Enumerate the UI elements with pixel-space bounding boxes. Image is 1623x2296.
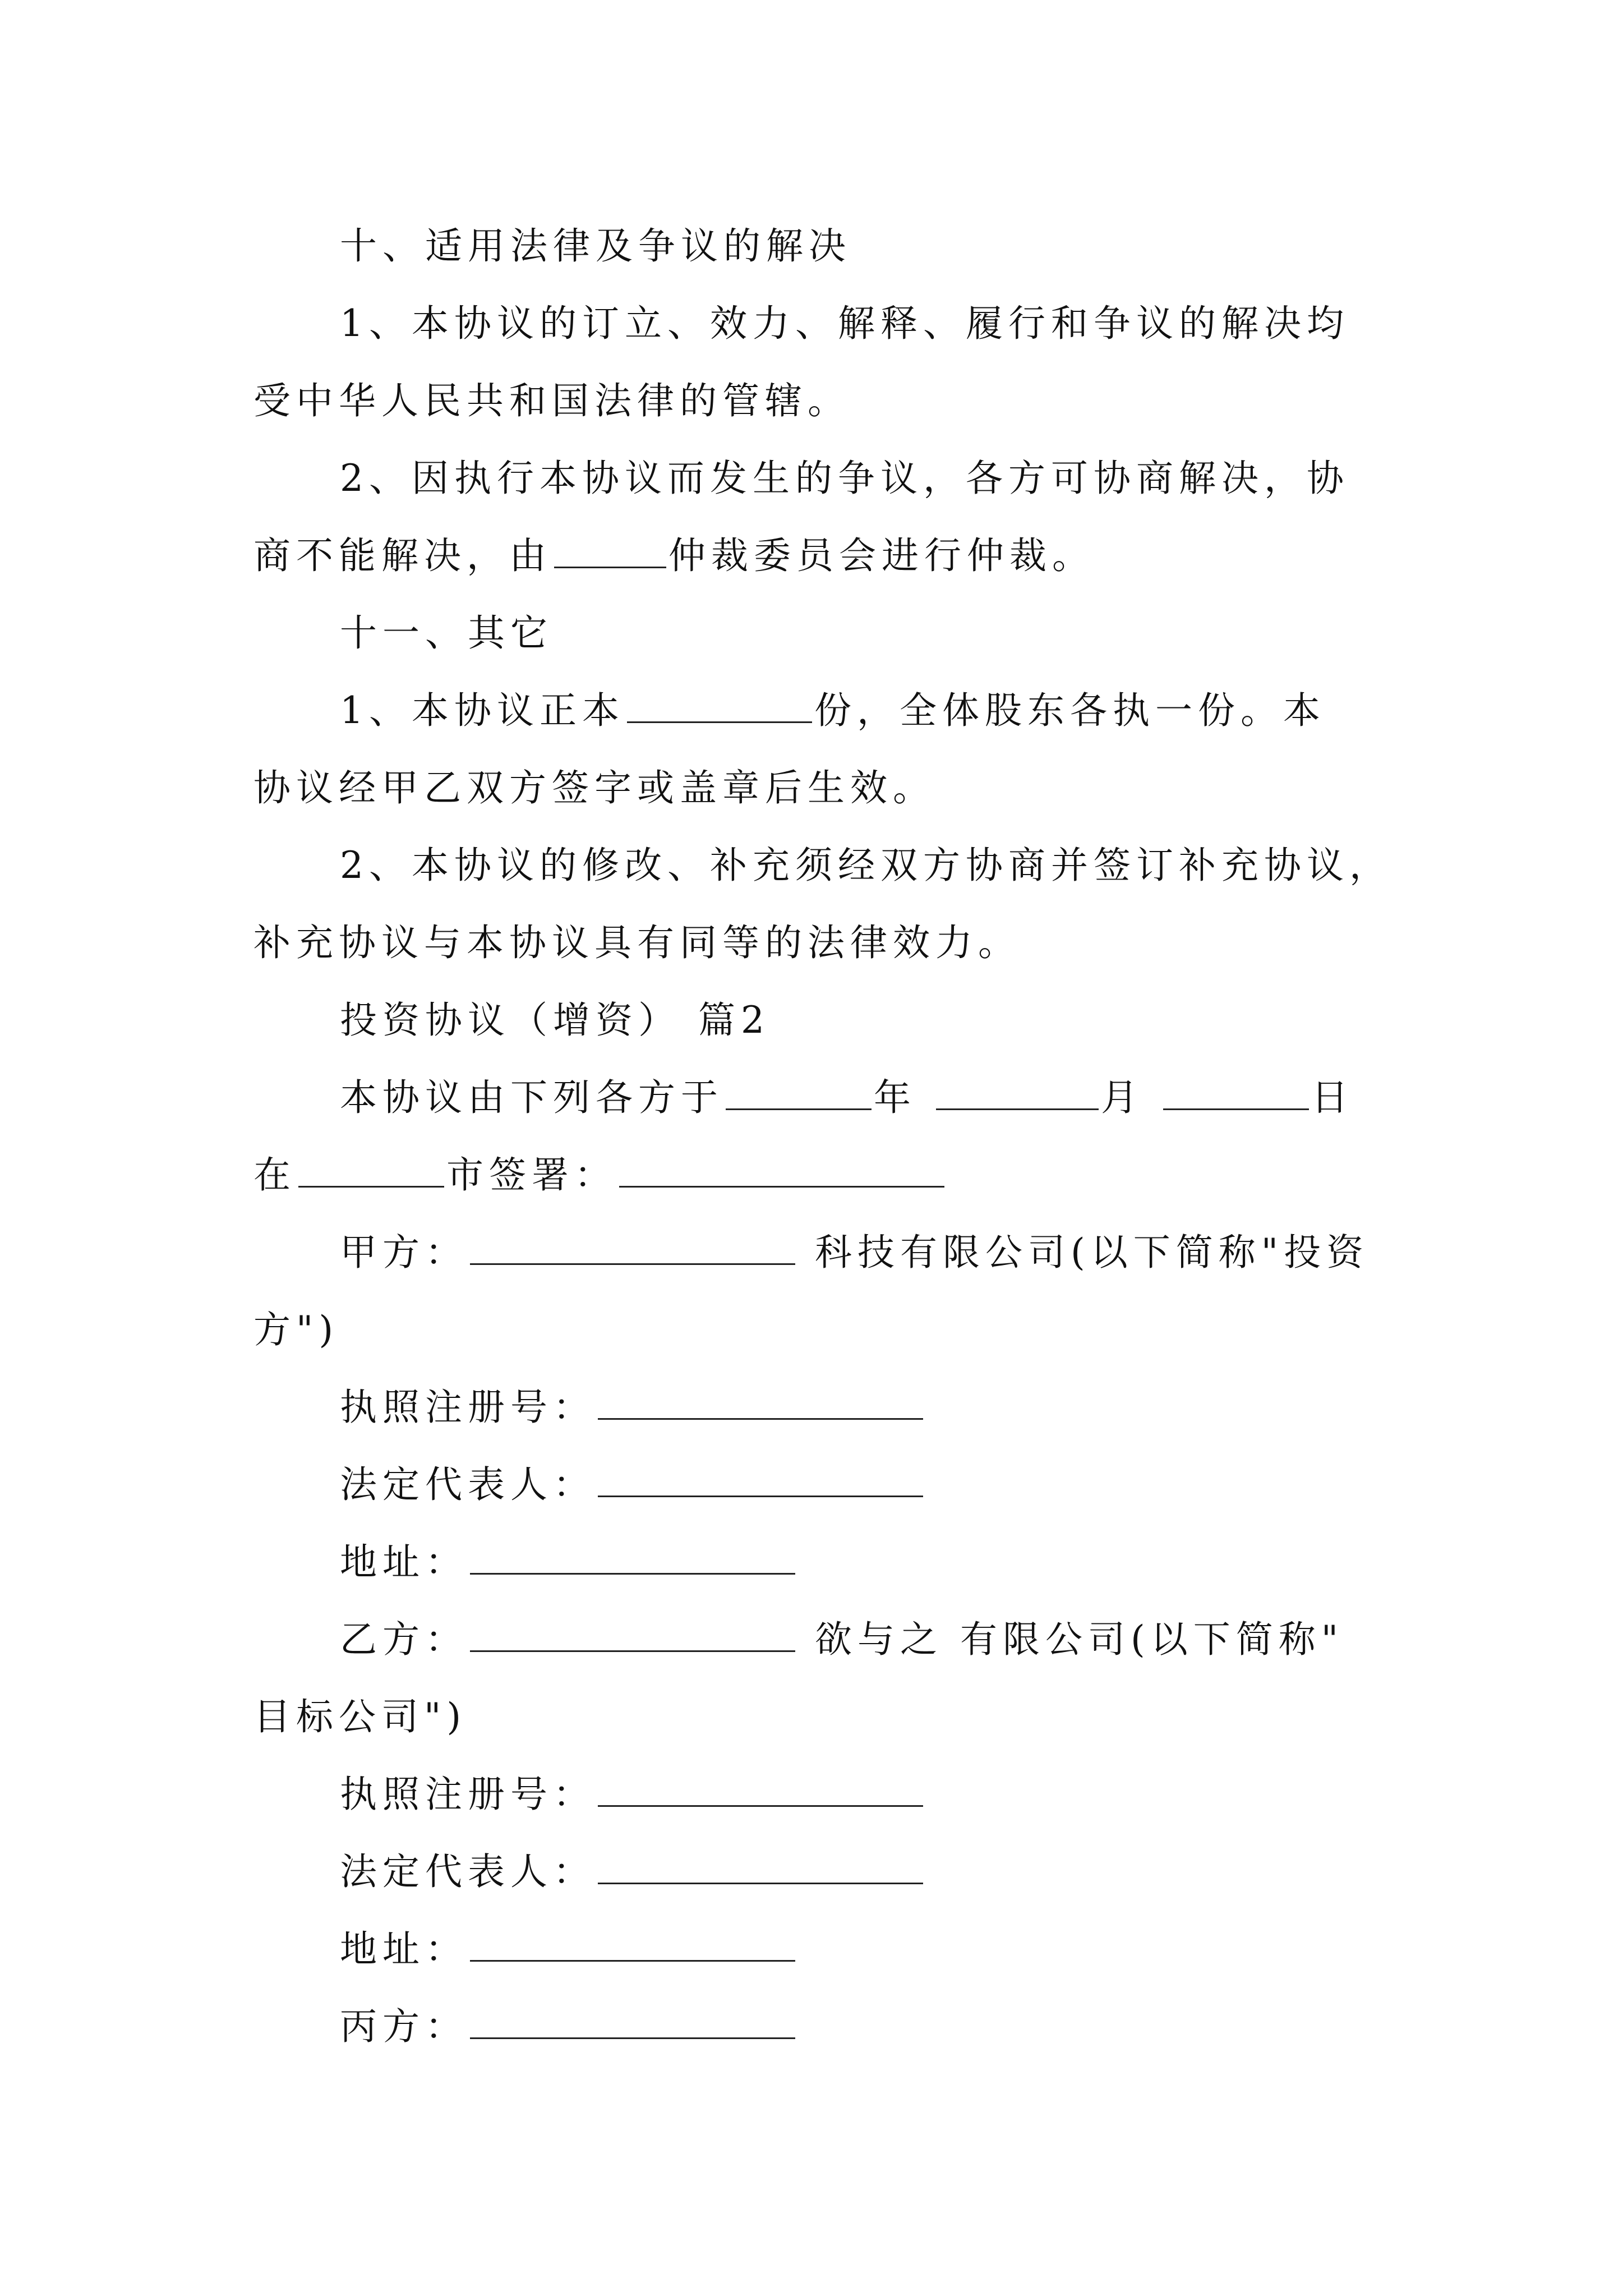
clause-paragraph: 1、本协议正本 份，全体股东各执一份。本 bbox=[253, 672, 1375, 749]
party-b-line: 乙方： 欲与之 有限公司(以下简称" bbox=[253, 1601, 1375, 1678]
copies-count-blank bbox=[627, 678, 812, 723]
day-blank bbox=[1163, 1065, 1309, 1110]
party-b-representative-line: 法定代表人： bbox=[253, 1833, 1375, 1911]
signing-place-line: 在 市签署： bbox=[253, 1137, 1375, 1214]
party-a-representative-line: 法定代表人： bbox=[253, 1446, 1375, 1524]
arbitration-commission-blank bbox=[554, 523, 666, 568]
party-a-address-blank bbox=[470, 1529, 795, 1575]
party-b-license-blank bbox=[598, 1761, 923, 1807]
party-a-representative-blank bbox=[598, 1452, 923, 1497]
party-b-name-blank bbox=[470, 1607, 795, 1652]
party-b-address-line: 地址： bbox=[253, 1911, 1375, 1988]
year-blank bbox=[726, 1065, 872, 1110]
clause-paragraph-continued: 协议经甲乙双方签字或盖章后生效。 bbox=[253, 766, 935, 809]
party-b-line-continued: 目标公司") bbox=[253, 1695, 467, 1738]
clause-paragraph-continued: 受中华人民共和国法律的管辖。 bbox=[253, 379, 850, 422]
party-a-address-line: 地址： bbox=[253, 1524, 1375, 1601]
party-b-license-line: 执照注册号： bbox=[253, 1756, 1375, 1833]
party-a-name-blank bbox=[470, 1220, 795, 1265]
signing-date-line: 本协议由下列各方于 年 月 日 bbox=[253, 1059, 1375, 1137]
section-heading: 十一、其它 bbox=[340, 611, 553, 655]
clause-paragraph: 2、本协议的修改、补充须经双方协商并签订补充协议， bbox=[340, 844, 1392, 887]
agreement-title: 投资协议（增资） 篇2 bbox=[340, 999, 770, 1042]
clause-paragraph: 1、本协议的订立、效力、解释、履行和争议的解决均 bbox=[340, 302, 1349, 345]
party-a-license-line: 执照注册号： bbox=[253, 1369, 1375, 1446]
party-a-line: 甲方： 科技有限公司(以下简称"投资 bbox=[253, 1214, 1375, 1291]
party-c-line: 丙方： bbox=[253, 1988, 1375, 2065]
party-c-name-blank bbox=[470, 1994, 795, 2039]
month-blank bbox=[936, 1065, 1099, 1110]
party-b-representative-blank bbox=[598, 1839, 923, 1884]
clause-paragraph-continued: 补充协议与本协议具有同等的法律效力。 bbox=[253, 921, 1021, 964]
city-blank bbox=[298, 1142, 444, 1188]
party-a-license-blank bbox=[598, 1374, 923, 1420]
party-b-address-blank bbox=[470, 1916, 795, 1962]
clause-paragraph-continued: 商不能解决，由 仲裁委员会进行仲裁。 bbox=[253, 517, 1375, 595]
section-heading: 十、适用法律及争议的解决 bbox=[340, 224, 851, 268]
party-a-line-continued: 方") bbox=[253, 1308, 339, 1351]
document-body bbox=[253, 208, 1392, 2065]
clause-paragraph: 2、因执行本协议而发生的争议，各方可协商解决，协 bbox=[340, 457, 1349, 500]
signing-place-blank bbox=[619, 1142, 944, 1188]
